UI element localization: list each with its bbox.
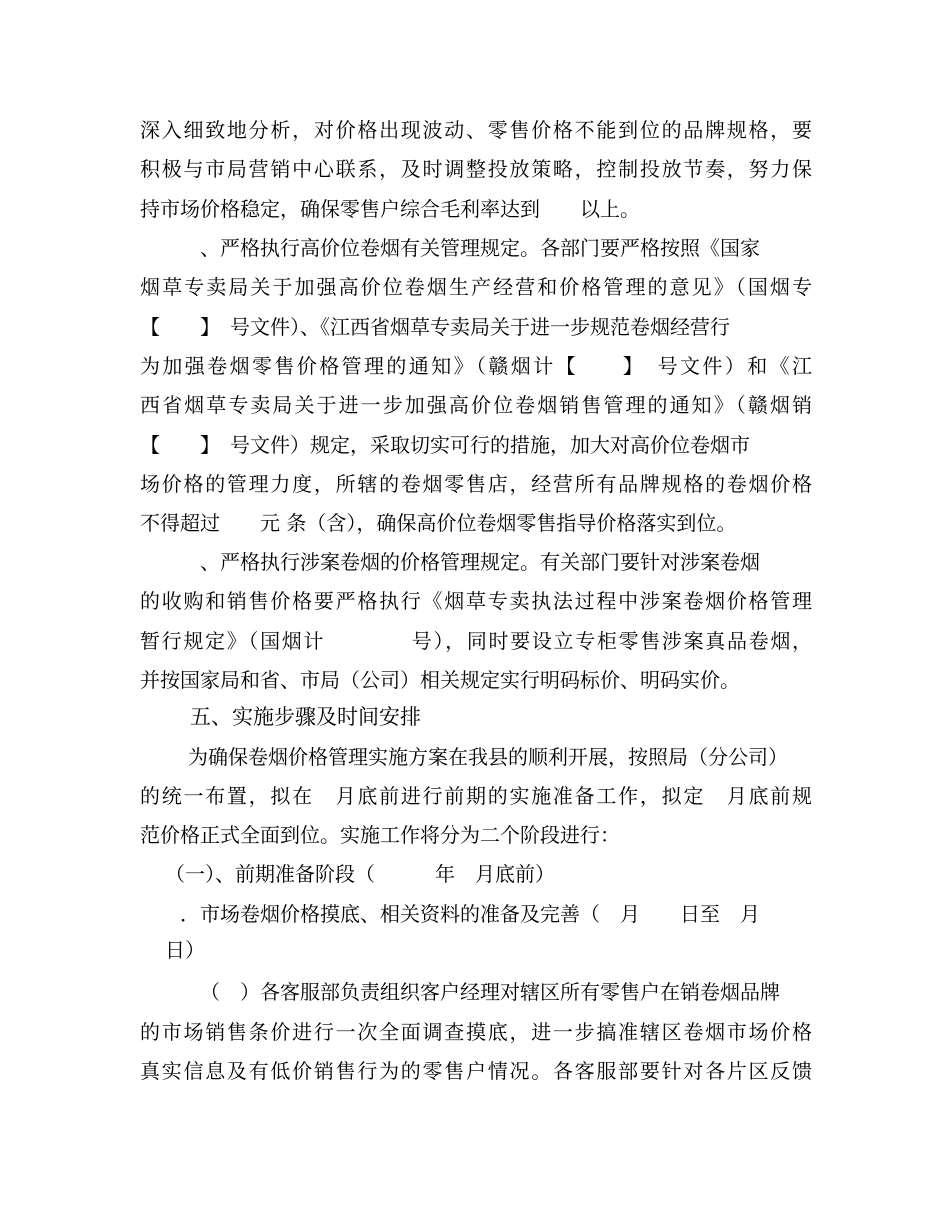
paragraph-start-line: 为确保卷烟价格管理实施方案在我县的顺利开展，按照局（分公司） <box>188 745 788 769</box>
text-line-8: 西省烟草专卖局关于进一步加强高价位卷烟销售管理的通知》（赣烟销 <box>140 393 812 417</box>
text-line-2: 积极与市局营销中心联系，及时调整投放策略，控制投放节奏，努力保 <box>140 157 812 181</box>
text-line-10: 场价格的管理力度，所辖的卷烟零售店，经营所有品牌规格的卷烟价格 <box>140 472 812 496</box>
subsection-heading: （一）、前期准备阶段（ 年 月底前） <box>165 862 555 886</box>
text-line-3: 持市场价格稳定，确保零售户综合毛利率达到 以上。 <box>140 197 640 221</box>
text-line-24: 的市场销售条价进行一次全面调查摸底，进一步搞准辖区卷烟市场价格 <box>140 1020 812 1044</box>
text-line-6: 【 】 号文件）、《江西省烟草专卖局关于进一步规范卷烟经营行 <box>140 315 730 339</box>
list-item-continuation: 日） <box>165 938 205 962</box>
paragraph-start-line: 、严格执行涉案卷烟的价格管理规定。有关部门要针对涉案卷烟 <box>200 550 760 574</box>
text-line-19: 范价格正式全面到位。实施工作将分为二个阶段进行： <box>140 823 620 847</box>
text-line-14: 暂行规定》（国烟计 号），同时要设立专柜零售涉案真品卷烟， <box>140 629 812 653</box>
text-line-18: 的统一布置，拟在 月底前进行前期的实施准备工作，拟定 月底前规 <box>140 784 812 808</box>
paragraph-start-line: 、严格执行高价位卷烟有关管理规定。各部门要严格按照《国家 <box>200 236 760 260</box>
section-heading: 五、实施步骤及时间安排 <box>190 705 421 729</box>
text-line-9: 【 】 号文件）规定，采取切实可行的措施，加大对高价位卷烟市 <box>140 433 750 457</box>
text-line-25: 真实信息及有低价销售行为的零售户情况。各客服部要针对各片区反馈 <box>140 1059 812 1083</box>
text-line-5: 烟草专卖局关于加强高价位卷烟生产经营和价格管理的意见》（国烟专 <box>140 275 812 299</box>
text-line-13: 的收购和销售价格要严格执行《烟草专卖执法过程中涉案卷烟价格管理 <box>140 589 812 613</box>
text-line-1: 深入细致地分析，对价格出现波动、零售价格不能到位的品牌规格，要 <box>140 118 812 142</box>
text-line-15: 并按国家局和省、市局（公司）相关规定实行明码标价、明码实价。 <box>140 668 740 692</box>
text-line-7: 为加强卷烟零售价格管理的通知》（赣烟计【 】 号文件）和《江 <box>140 354 812 378</box>
text-line-11: 不得超过 元 条（含），确保高价位卷烟零售指导价格落实到位。 <box>140 511 737 535</box>
list-item-line: ．市场卷烟价格摸底、相关资料的准备及完善（ 月 日至 月 <box>180 902 760 926</box>
paragraph-start-line: （ ）各客服部负责组织客户经理对辖区所有零售户在销卷烟品牌 <box>200 980 780 1004</box>
